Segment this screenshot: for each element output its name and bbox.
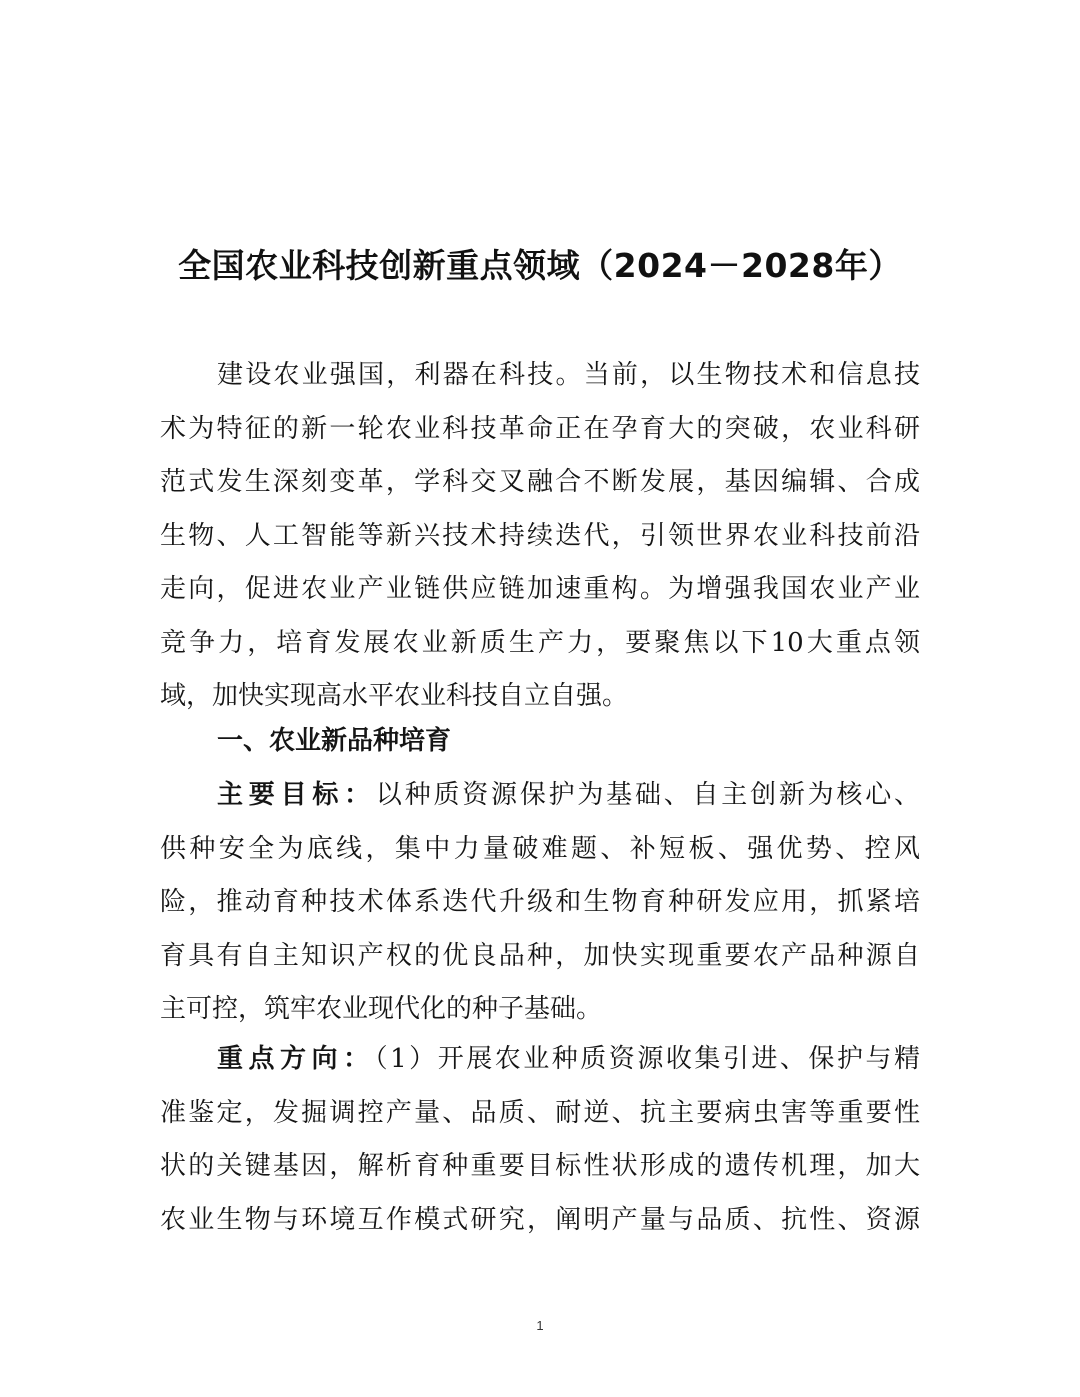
directions-first-line: （1）开展农业种质资源收集引进、保护与精 — [374, 1044, 920, 1074]
text-line: 竞争力，培育发展农业新质生产力，要聚焦以下10大重点领 — [160, 627, 920, 658]
directions-lead-label: 重点方向： — [217, 1044, 375, 1074]
text-line: 建设农业强国，利器在科技。当前，以生物技术和信息技 — [217, 360, 920, 390]
document-title: 全国农业科技创新重点领域（2024－2028年） — [178, 246, 902, 285]
text-line: 状的关键基因，解析育种重要目标性状形成的遗传机理，加大 — [160, 1151, 920, 1181]
goals-paragraph — [160, 769, 920, 1037]
text-line: 术为特征的新一轮农业科技革命正在孕育大的突破，农业科研 — [160, 413, 920, 444]
text-line: 范式发生深刻变革，学科交叉融合不断发展，基因编辑、合成 — [160, 467, 920, 497]
page-number: 1 — [536, 1318, 544, 1333]
text-line: 供种安全为底线，集中力量破难题、补短板、强优势、控风 — [160, 833, 920, 864]
text-line: 域，加快实现高水平农业科技自立自强。 — [160, 681, 629, 711]
goals-first-line: 以种质资源保护为基础、自主创新为核心、 — [375, 780, 920, 810]
section-1 — [160, 715, 920, 769]
intro-paragraph — [160, 349, 920, 724]
text-line — [160, 1033, 920, 1087]
text-line: 农业生物与环境互作模式研究，阐明产量与品质、抗性、资源 — [160, 1204, 920, 1235]
text-line: 主可控，筑牢农业现代化的种子基础。 — [160, 994, 603, 1024]
text-line: 育具有自主知识产权的优良品种，加快实现重要农产品种源自 — [160, 940, 920, 971]
text-line: 险，推动育种技术体系迭代升级和生物育种研发应用，抓紧培 — [160, 887, 920, 917]
goals-lead-label: 主要目标： — [217, 780, 376, 810]
text-line — [160, 769, 920, 823]
section-heading: 一、农业新品种培育 — [217, 726, 452, 756]
directions-paragraph — [160, 1033, 920, 1247]
text-line: 生物、人工智能等新兴技术持续迭代，引领世界农业科技前沿 — [160, 520, 920, 551]
text-line: 准鉴定，发掘调控产量、品质、耐逆、抗主要病虫害等重要性 — [160, 1097, 920, 1128]
text-line: 走向，促进农业产业链供应链加速重构。为增强我国农业产业 — [160, 574, 920, 604]
